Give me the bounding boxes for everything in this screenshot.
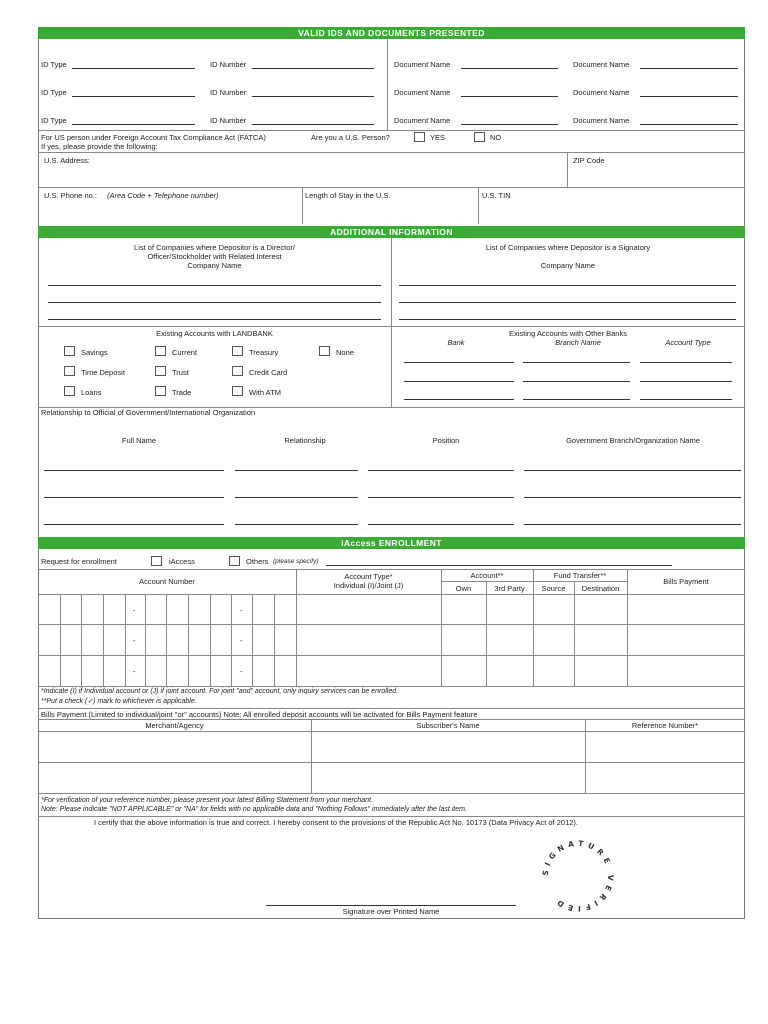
- reference-header: Reference Number*: [631, 721, 699, 730]
- treasury-label: Treasury: [249, 348, 279, 357]
- bank-field[interactable]: [404, 362, 514, 363]
- document-name-field[interactable]: [461, 96, 558, 97]
- iaccess-label: iAccess: [169, 557, 195, 566]
- divider: [38, 793, 745, 794]
- document-name-label: Document Name: [573, 60, 630, 69]
- id-type-field[interactable]: [72, 68, 195, 69]
- official-name-field[interactable]: [44, 497, 224, 498]
- branch-field[interactable]: [523, 381, 630, 382]
- id-number-field[interactable]: [252, 68, 374, 69]
- loans-checkbox[interactable]: [64, 386, 75, 396]
- request-enrollment-label: Request for enrollment: [41, 557, 117, 566]
- official-relationship-field[interactable]: [235, 497, 358, 498]
- trust-label: Trust: [172, 368, 189, 377]
- position-label: Position: [432, 436, 460, 445]
- divider: [387, 39, 388, 130]
- merchant-header: Merchant/Agency: [145, 721, 204, 730]
- own-header: Own: [455, 584, 472, 593]
- full-name-label: Full Name: [121, 436, 157, 445]
- signature-verified-seal: [532, 830, 624, 922]
- third-party-header: 3rd Party: [494, 584, 525, 593]
- divider: [311, 719, 312, 793]
- zip-code-label: ZIP Code: [573, 156, 605, 165]
- document-name-field[interactable]: [461, 68, 558, 69]
- divider: [38, 816, 745, 817]
- divider: [38, 762, 745, 763]
- official-position-field[interactable]: [368, 470, 514, 471]
- company-name-label: Company Name: [187, 261, 242, 270]
- official-branch-field[interactable]: [524, 470, 741, 471]
- others-hint: (please specify): [273, 558, 319, 565]
- landbank-accounts-title: Existing Accounts with LANDBANK: [156, 329, 273, 338]
- digit-divider: [103, 594, 104, 686]
- digit-divider: [125, 594, 126, 686]
- divider: [38, 719, 745, 720]
- bank-field[interactable]: [404, 381, 514, 382]
- us-person-yes-checkbox[interactable]: [414, 132, 425, 142]
- digit-divider: [188, 594, 189, 686]
- company-name-label: Company Name: [540, 261, 596, 270]
- time-deposit-label: Time Deposit: [81, 368, 125, 377]
- length-of-stay-label: Length of Stay in the U.S.: [305, 191, 391, 200]
- signatory-company-field[interactable]: [399, 319, 736, 320]
- section-iaccess-header: iAccess ENROLLMENT: [38, 537, 745, 549]
- account-dash: -: [240, 606, 243, 615]
- divider: [38, 731, 745, 732]
- others-specify-field[interactable]: [326, 565, 672, 566]
- director-company-field[interactable]: [48, 285, 381, 286]
- us-person-question: Are you a U.S. Person?: [311, 133, 390, 142]
- signatory-company-field[interactable]: [399, 285, 736, 286]
- trade-label: Trade: [172, 388, 192, 397]
- official-branch-field[interactable]: [524, 524, 741, 525]
- divider: [478, 187, 479, 224]
- digit-divider: [145, 594, 146, 686]
- subscriber-header: Subscriber's Name: [416, 721, 480, 730]
- yes-label: YES: [430, 133, 446, 142]
- bank-field[interactable]: [404, 399, 514, 400]
- savings-label: Savings: [81, 348, 108, 357]
- official-relationship-field[interactable]: [235, 524, 358, 525]
- id-number-label: ID Number: [210, 60, 247, 69]
- document-name-label: Document Name: [394, 60, 451, 69]
- divider: [38, 326, 745, 327]
- divider: [486, 581, 487, 686]
- id-number-field[interactable]: [252, 124, 374, 125]
- footnote-account-type: *Indicate (I) if Individual account or (J) if joint account. For joint "and" account, only inquiry services can be enrolled.: [41, 688, 399, 695]
- official-branch-field[interactable]: [524, 497, 741, 498]
- document-name-field[interactable]: [640, 124, 738, 125]
- divider: [441, 581, 627, 582]
- us-tin-label: U.S. TIN: [482, 191, 511, 200]
- bank-column-label: Bank: [447, 338, 465, 347]
- divider: [38, 708, 745, 709]
- document-name-label: Document Name: [573, 116, 630, 125]
- id-type-field[interactable]: [72, 124, 195, 125]
- divider: [38, 187, 745, 188]
- with-atm-checkbox[interactable]: [232, 386, 243, 396]
- certification-text: I certify that the above information is true and correct. I hereby consent to the provisions of the Republic Act No. 10173 (Data Privacy Act of 2012).: [94, 818, 579, 827]
- document-name-label: Document Name: [394, 116, 451, 125]
- source-header: Source: [541, 584, 566, 593]
- official-position-field[interactable]: [368, 524, 514, 525]
- destination-header: Destination: [581, 584, 620, 593]
- director-company-field[interactable]: [48, 302, 381, 303]
- none-label: None: [336, 348, 354, 357]
- bills-payment-note: Bills Payment (Limited to individual/joint "or" accounts) Note: All enrolled deposit accounts will be activated for Bills Payment feature: [41, 710, 478, 719]
- official-name-field[interactable]: [44, 470, 224, 471]
- fund-transfer-header: Fund Transfer**: [553, 571, 607, 580]
- id-number-field[interactable]: [252, 96, 374, 97]
- no-label: NO: [490, 133, 502, 142]
- signatory-company-field[interactable]: [399, 302, 736, 303]
- section-valid-ids-header: VALID IDS AND DOCUMENTS PRESENTED: [38, 27, 745, 39]
- account-dash: -: [240, 667, 243, 676]
- id-number-label: ID Number: [210, 88, 247, 97]
- svg-text:SIGNATURE VERIFIED: [541, 839, 616, 913]
- fatca-label: For US person under Foreign Account Tax Compliance Act (FATCA): [41, 133, 266, 142]
- document-name-field[interactable]: [640, 68, 738, 69]
- enrollment-form: [38, 27, 745, 919]
- gov-branch-label: Government Branch/Organization Name: [566, 436, 700, 445]
- director-company-field[interactable]: [48, 319, 381, 320]
- trust-checkbox[interactable]: [155, 366, 166, 376]
- iaccess-checkbox[interactable]: [151, 556, 162, 566]
- account-type-subheader: Individual (I)/Joint (J): [333, 581, 404, 590]
- digit-divider: [60, 594, 61, 686]
- others-label: Others: [246, 557, 269, 566]
- director-companies-title: List of Companies where Depositor is a Director/: [134, 243, 295, 252]
- official-name-field[interactable]: [44, 524, 224, 525]
- other-banks-title: Existing Accounts with Other Banks: [509, 329, 627, 338]
- loans-label: Loans: [81, 388, 102, 397]
- treasury-checkbox[interactable]: [232, 346, 243, 356]
- time-deposit-checkbox[interactable]: [64, 366, 75, 376]
- bills-payment-header: Bills Payment: [663, 577, 709, 586]
- digit-divider: [274, 594, 275, 686]
- us-address-label: U.S. Address:: [44, 156, 90, 165]
- credit-card-checkbox[interactable]: [232, 366, 243, 376]
- divider: [574, 581, 575, 686]
- us-person-no-checkbox[interactable]: [474, 132, 485, 142]
- id-type-label: ID Type: [41, 60, 67, 69]
- trade-checkbox[interactable]: [155, 386, 166, 396]
- document-name-field[interactable]: [640, 96, 738, 97]
- account-dash: -: [133, 606, 136, 615]
- divider: [38, 152, 745, 153]
- current-label: Current: [172, 348, 198, 357]
- account-header: Account**: [470, 571, 504, 580]
- divider: [627, 569, 628, 686]
- divider: [585, 719, 586, 793]
- signature-label: Signature over Printed Name: [342, 907, 440, 916]
- relationship-label: Relationship: [284, 436, 326, 445]
- divider: [567, 152, 568, 187]
- id-number-label: ID Number: [210, 116, 247, 125]
- account-dash: -: [133, 667, 136, 676]
- account-type-field[interactable]: [640, 381, 732, 382]
- digit-divider: [210, 594, 211, 686]
- digit-divider: [231, 594, 232, 686]
- digit-divider: [81, 594, 82, 686]
- section-additional-header: ADDITIONAL INFORMATION: [38, 226, 745, 238]
- na-note: Note: Please indicate "NOT APPLICABLE" or "NA" for fields with no applicable data and "Nothing Follows" immediately after the last item.: [41, 806, 467, 813]
- director-companies-title: Officer/Stockholder with Related Interest: [147, 252, 282, 261]
- divider: [38, 569, 745, 570]
- account-type-header: Account Type*: [344, 572, 393, 581]
- account-type-field[interactable]: [640, 362, 732, 363]
- official-relationship-field[interactable]: [235, 470, 358, 471]
- fatca-instruction: If yes, please provide the following:: [41, 142, 158, 151]
- credit-card-label: Credit Card: [249, 368, 288, 377]
- id-type-label: ID Type: [41, 116, 67, 125]
- id-type-field[interactable]: [72, 96, 195, 97]
- current-checkbox[interactable]: [155, 346, 166, 356]
- divider: [38, 130, 745, 131]
- footnote-check: **Put a check (✓) mark to whichever is applicable.: [41, 698, 197, 705]
- seal-text: SIGNATURE VERIFIED: [540, 838, 616, 914]
- divider: [38, 686, 745, 687]
- account-type-field[interactable]: [640, 399, 732, 400]
- id-type-label: ID Type: [41, 88, 67, 97]
- us-phone-label: U.S. Phone no.:: [44, 191, 97, 200]
- verification-note: *For verification of your reference number, please present your latest Billing Statement from your merchant.: [41, 797, 373, 804]
- account-type-column-label: Account Type: [665, 338, 711, 347]
- others-checkbox[interactable]: [229, 556, 240, 566]
- account-number-header: Account Number: [139, 577, 195, 586]
- document-name-label: Document Name: [394, 88, 451, 97]
- relationship-official-title: Relationship to Official of Government/International Organization: [41, 408, 256, 417]
- account-dash: -: [240, 636, 243, 645]
- us-phone-hint: (Area Code + Telephone number): [107, 191, 219, 200]
- signatory-companies-title: List of Companies where Depositor is a Signatory: [485, 243, 651, 252]
- document-name-label: Document Name: [573, 88, 630, 97]
- official-position-field[interactable]: [368, 497, 514, 498]
- branch-field[interactable]: [523, 399, 630, 400]
- account-dash: -: [133, 636, 136, 645]
- none-checkbox[interactable]: [319, 346, 330, 356]
- divider: [302, 187, 303, 224]
- branch-field[interactable]: [523, 362, 630, 363]
- document-name-field[interactable]: [461, 124, 558, 125]
- digit-divider: [252, 594, 253, 686]
- signature-line[interactable]: [266, 905, 516, 906]
- digit-divider: [166, 594, 167, 686]
- with-atm-label: With ATM: [249, 388, 281, 397]
- branch-name-column-label: Branch Name: [555, 338, 601, 347]
- savings-checkbox[interactable]: [64, 346, 75, 356]
